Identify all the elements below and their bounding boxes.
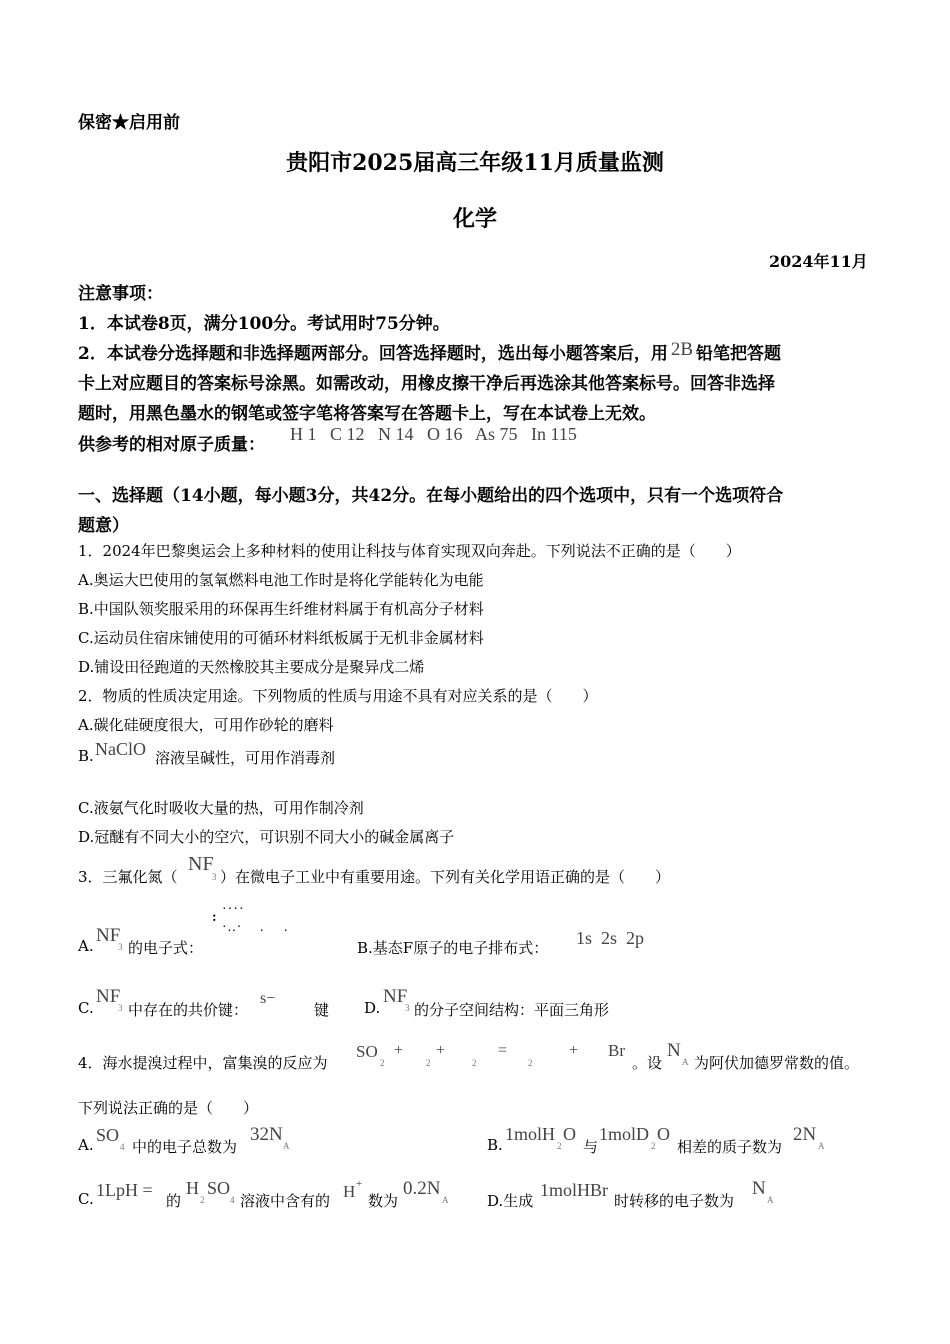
q3-stem-end: ）在微电子工业中有重要用途。下列有关化学用语正确的是（ ） <box>220 868 671 886</box>
q4-option-c-h2so4-h: H <box>186 1178 199 1198</box>
q4-option-c-ph: 1LpH = <box>96 1180 153 1200</box>
notes-heading: 注意事项： <box>78 284 163 304</box>
q4-eq-so2: SO <box>356 1042 378 1061</box>
q3-option-a-label: A. <box>78 937 94 955</box>
q4-option-c-text: 溶液中含有的 <box>240 1192 331 1210</box>
q2-option-b-formula: NaClO <box>95 739 146 759</box>
q3-stem-start: 3．三氟化氮（ <box>78 868 178 886</box>
q4-option-b-h2o: 1molH <box>505 1124 556 1144</box>
q4-option-a-text: 中的电子总数为 <box>132 1138 238 1156</box>
q4-option-b-d2o: 1molD <box>599 1124 650 1144</box>
q4-option-b-d2o-o: O <box>657 1124 670 1144</box>
q1-option-a: A.奥运大巴使用的氢氧燃料电池工作时是将化学能转化为电能 <box>78 571 484 589</box>
q3-formula-subscript: 3 <box>212 872 217 882</box>
q4-stem-end: 为阿伏加德罗常数的值。 <box>694 1054 860 1072</box>
q4-option-b-h2o-o: O <box>563 1124 576 1144</box>
q1-option-b: B.中国队领奖服采用的环保再生纤维材料属于有机高分子材料 <box>78 600 484 618</box>
q4-option-a-label: A. <box>78 1136 94 1154</box>
q2-option-b-text: 溶液呈碱性，可用作消毒剂 <box>155 749 336 767</box>
q4-option-c-h-ion: H <box>343 1182 356 1201</box>
q4-option-b-mid: 与 <box>583 1138 599 1156</box>
q4-option-c-mid: 的 <box>166 1192 182 1210</box>
q4-avogadro-symbol: N <box>667 1040 681 1061</box>
confidential-mark: 保密★启用前 <box>78 113 180 133</box>
q4-option-b-h2o-sub: 2 <box>557 1141 562 1151</box>
note-2-line1: 2．本试卷分选择题和非选择题两部分。回答选择题时，选出每小题答案后，用 2B 铅笔把答题 <box>78 339 782 364</box>
q1-stem: 1．2024年巴黎奥运会上多种材料的使用让科技与体育实现双向奔赴。下列说法不正确的是（ ） <box>78 542 741 560</box>
q4-option-d-start: D.生成 <box>487 1192 534 1210</box>
q3-formula-nf3: NF <box>188 853 214 875</box>
atomic-mass-values: H 1 C 12 N 14 O 16 As 75 In 115 <box>290 424 577 444</box>
electron-dot-diagram: ···· : ·..· . . <box>212 902 289 935</box>
q1-option-c: C.运动员住宿床铺使用的可循环材料纸板属于无机非金属材料 <box>78 629 484 647</box>
q2-option-c: C.液氨气化时吸收大量的热，可用作制冷剂 <box>78 799 364 817</box>
q4-option-c-value-sub: A <box>442 1195 449 1205</box>
q4-eq-plus1: + <box>394 1042 404 1059</box>
q4-eq-hbr: Br <box>608 1041 625 1060</box>
section1-heading-line2: 题意） <box>78 516 129 536</box>
q3-option-d-label: D. <box>364 999 381 1017</box>
q4-option-c-h2so4-sub4: 4 <box>230 1195 235 1205</box>
q3-option-b-text: B.基态F原子的电子排布式： <box>357 939 549 957</box>
q4-line2: 下列说法正确的是（ ） <box>78 1099 259 1117</box>
q4-option-d-value-sub: A <box>767 1195 774 1205</box>
q3-option-d-subscript: 3 <box>405 1003 410 1013</box>
q1-option-d: D.铺设田径跑道的天然橡胶其主要成分是聚异戊二烯 <box>78 658 425 676</box>
note-1: 1．本试卷8页，满分100分。考试用时75分钟。 <box>78 314 450 334</box>
q4-option-c-text2: 数为 <box>368 1192 399 1210</box>
q4-eq-equals: = <box>498 1042 508 1059</box>
note-2-line3: 题时，用黑色墨水的钢笔或签字笔将答案写在答题卡上，写在本试卷上无效。 <box>78 404 656 424</box>
q3-option-c-text: 中存在的共价键： <box>128 1001 249 1019</box>
q3-option-d-text: 的分子空间结构：平面三角形 <box>414 1001 610 1019</box>
q3-option-a-formula: NF <box>96 925 121 946</box>
q4-option-d-text: 时转移的电子数为 <box>614 1192 735 1210</box>
note-2-line2: 卡上对应题目的答案标号涂黑。如需改动，用橡皮擦干净后再选涂其他答案标号。回答非选择 <box>78 374 775 394</box>
q3-option-b-config: 1s 2s 2p <box>576 928 645 948</box>
q3-option-c-bond: s− <box>260 990 276 1007</box>
q2-option-b-label: B. <box>78 747 94 765</box>
q4-option-a-value: 32N <box>250 1124 283 1145</box>
q3-option-c-label: C. <box>78 999 94 1017</box>
q4-option-b-value-sub: A <box>818 1141 825 1151</box>
q4-option-b-label: B. <box>487 1136 503 1154</box>
q4-avogadro-sub: A <box>682 1057 689 1067</box>
q2-option-a: A.碳化硅硬度很大，可用作砂轮的磨料 <box>78 716 334 734</box>
q4-option-a-value-sub: A <box>283 1141 290 1151</box>
subject-title: 化学 <box>452 206 497 232</box>
q2-option-d: D.冠醚有不同大小的空穴，可识别不同大小的碱金属离子 <box>78 828 455 846</box>
q4-eq-plus3: + <box>569 1042 579 1059</box>
q4-eq-h2o-sub: 2 <box>472 1058 477 1068</box>
exam-title: 贵阳市2025届高三年级11月质量监测 <box>286 150 664 176</box>
q4-option-b-value: 2N <box>793 1124 817 1145</box>
q4-option-a-so4: SO <box>96 1125 120 1145</box>
exam-date: 2024年11月 <box>769 252 868 271</box>
q4-stem-mid: 。设 <box>632 1054 663 1072</box>
q3-option-c-subscript: 3 <box>118 1003 123 1013</box>
q4-option-c-h2so4-so: SO <box>207 1178 231 1198</box>
atomic-mass-label: 供参考的相对原子质量： <box>78 435 265 455</box>
q3-option-a-subscript: 3 <box>118 942 123 952</box>
q3-option-c-formula: NF <box>96 986 121 1007</box>
q4-eq-h2so4-sub: 2 <box>528 1058 533 1068</box>
q4-eq-plus2: + <box>436 1042 446 1059</box>
q4-option-c-label: C. <box>78 1190 94 1208</box>
q4-option-c-h-ion-sup: + <box>356 1178 363 1190</box>
q4-option-a-sub: 4 <box>120 1142 125 1152</box>
q3-option-d-formula: NF <box>383 986 408 1007</box>
q4-option-b-d2o-sub: 2 <box>651 1141 656 1151</box>
q4-eq-br2-sub: 2 <box>426 1058 431 1068</box>
q4-option-c-h2so4-sub: 2 <box>200 1195 205 1205</box>
q4-option-d-hbr: 1molHBr <box>540 1180 609 1200</box>
section1-heading-line1: 一、选择题（14小题，每小题3分，共42分。在每小题给出的四个选项中，只有一个选项符合 <box>78 486 784 506</box>
q3-option-c-bond-tail: 键 <box>314 1001 330 1019</box>
q4-stem-start: 4．海水提溴过程中，富集溴的反应为 <box>78 1054 328 1072</box>
q4-option-c-value: 0.2N <box>403 1178 441 1199</box>
q4-option-d-value: N <box>752 1178 766 1199</box>
q4-eq-so2-sub: 2 <box>380 1058 385 1068</box>
q2-stem: 2．物质的性质决定用途。下列物质的性质与用途不具有对应关系的是（ ） <box>78 687 598 705</box>
q4-option-b-text: 相差的质子数为 <box>677 1138 783 1156</box>
q3-option-a-text: 的电子式： <box>128 939 204 957</box>
